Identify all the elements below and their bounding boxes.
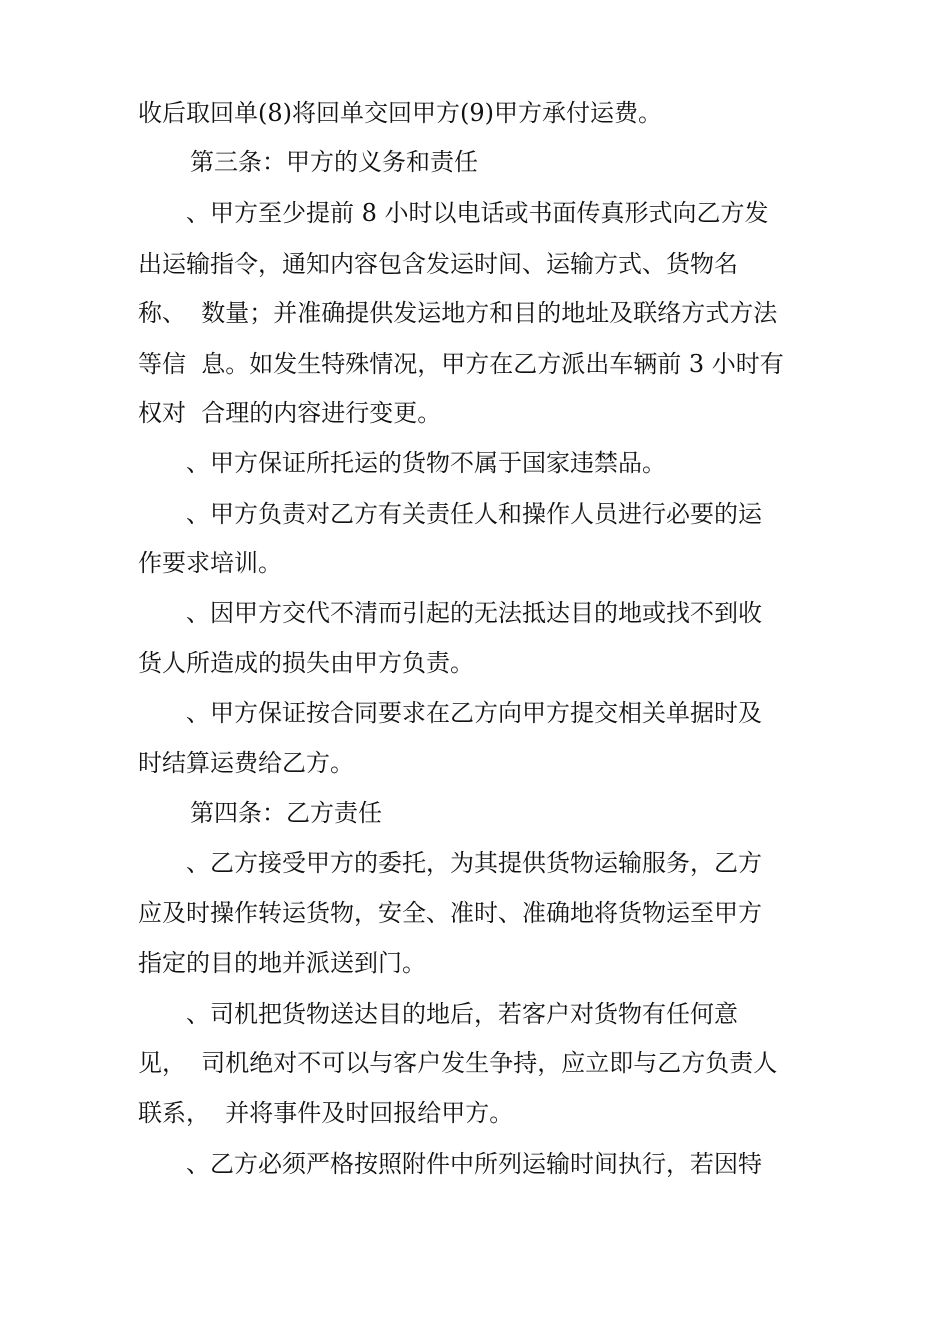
text-line: 出运输指令，通知内容包含发运时间、运输方式、货物名	[138, 250, 738, 278]
text-line: 、司机把货物送达目的地后，若客户对货物有任何意	[186, 1000, 738, 1028]
section-heading: 第四条：乙方责任	[190, 799, 382, 827]
text-line: 、甲方负责对乙方有关责任人和操作人员进行必要的运	[186, 500, 762, 528]
text-line: 等信 息。如发生特殊情况，甲方在乙方派出车辆前 3 小时有	[138, 350, 784, 378]
section-heading: 第三条：甲方的义务和责任	[190, 148, 478, 176]
text-line: 权对 合理的内容进行变更。	[138, 399, 442, 427]
text-line: 、甲方至少提前 8 小时以电话或书面传真形式向乙方发	[186, 199, 769, 227]
text-line: 指定的目的地并派送到门。	[138, 949, 426, 977]
text-line: 、甲方保证所托运的货物不属于国家违禁品。	[186, 449, 666, 477]
text-line: 应及时操作转运货物，安全、准时、准确地将货物运至甲方	[138, 899, 762, 927]
text-line: 联系， 并将事件及时回报给甲方。	[138, 1099, 514, 1127]
text-line: 作要求培训。	[138, 549, 282, 577]
text-line: 时结算运费给乙方。	[138, 749, 354, 777]
text-line: 、乙方必须严格按照附件中所列运输时间执行，若因特	[186, 1150, 762, 1178]
text-line: 见， 司机绝对不可以与客户发生争持，应立即与乙方负责人	[138, 1049, 778, 1077]
text-line: 、甲方保证按合同要求在乙方向甲方提交相关单据时及	[186, 699, 762, 727]
text-line: 货人所造成的损失由甲方负责。	[138, 649, 474, 677]
text-line: 、因甲方交代不清而引起的无法抵达目的地或找不到收	[186, 599, 762, 627]
text-line: 称、 数量；并准确提供发运地方和目的地址及联络方式方法	[138, 299, 778, 327]
text-line: 收后取回单(8)将回单交回甲方(9)甲方承付运费。	[138, 99, 662, 127]
text-line: 、乙方接受甲方的委托，为其提供货物运输服务，乙方	[186, 849, 762, 877]
